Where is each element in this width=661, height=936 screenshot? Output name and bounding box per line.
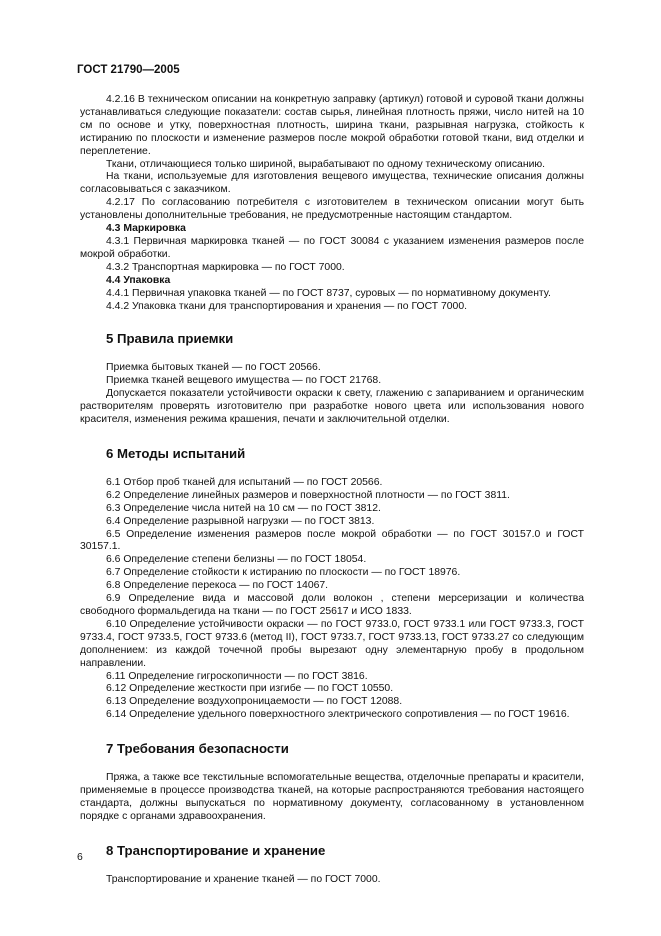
- paragraph-customer-approval: На ткани, используемые для изготовления вещевого имущества, технические описания должны согласовываться с заказчиком.: [80, 171, 584, 196]
- document-header: ГОСТ 21790—2005: [77, 64, 180, 76]
- paragraph-6-3: 6.3 Определение числа нитей на 10 см — по ГОСТ 3812.: [106, 502, 381, 514]
- paragraph-6-6: 6.6 Определение степени белизны — по ГОСТ 18054.: [106, 554, 367, 566]
- paragraph-6-7: 6.7 Определение стойкости к истиранию по плоскости — по ГОСТ 18976.: [106, 567, 461, 579]
- paragraph-acceptance-colorfastness: Допускается показатели устойчивости окраски к свету, глажению с запариванием и органическим растворителям проверять изготовителю при разработке нового цвета или использования нового красителя, изменения режима крашения, печати и заключительной отделки.: [80, 388, 584, 426]
- paragraph-transport-storage: Транспортирование и хранение тканей — по ГОСТ 7000.: [106, 873, 381, 885]
- paragraph-6-4: 6.4 Определение разрывной нагрузки — по ГОСТ 3813.: [106, 515, 375, 527]
- paragraph-4-2-16: 4.2.16 В техническом описании на конкретную заправку (артикул) готовой и суровой ткани должны устанавливаться следующие показатели: состав сырья, линейная плотность пряжи, число нитей на 10 см по основе и утку, поверхностная плотность, ширина ткани, разрывная нагрузка, стойкость к истиранию по плоскости и изменение размеров после мокрой обработки готовой ткани, вид отделки и переплетение.: [80, 94, 584, 157]
- paragraph-6-12: 6.12 Определение жесткости при изгибе — по ГОСТ 10550.: [106, 683, 394, 695]
- paragraph-6-14: 6.14 Определение удельного поверхностного электрического сопротивления — по ГОСТ 19616.: [106, 709, 570, 721]
- paragraph-4-4-2: 4.4.2 Упаковка ткани для транспортирования и хранения — по ГОСТ 7000.: [106, 300, 467, 312]
- paragraph-acceptance-clothing: Приемка тканей вещевого имущества — по ГОСТ 21768.: [106, 375, 382, 387]
- section-title-acceptance: 5 Правила приемки: [106, 331, 234, 347]
- paragraph-4-3-1: 4.3.1 Первичная маркировка тканей — по ГОСТ 30084 с указанием изменения размеров после мокрой обработки.: [80, 235, 584, 260]
- paragraph-width-note: Ткани, отличающиеся только шириной, вырабатывают по одному техническому описанию.: [106, 158, 546, 170]
- paragraph-4-2-17: 4.2.17 По согласованию потребителя с изготовителем в техническом описании могут быть установлены дополнительные требования, не предусмотренные настоящим стандартом.: [80, 197, 584, 222]
- page-body: [80, 94, 584, 887]
- section-title-test-methods: 6 Методы испытаний: [106, 445, 246, 461]
- paragraph-6-2: 6.2 Определение линейных размеров и поверхностной плотности — по ГОСТ 3811.: [106, 489, 510, 501]
- paragraph-6-10: 6.10 Определение устойчивости окраски — по ГОСТ 9733.0, ГОСТ 9733.1 или ГОСТ 9733.3, ГОСТ 9733.4, ГОСТ 9733.5, ГОСТ 9733.6 (метод II), ГОСТ 9733.7, ГОСТ 9733.13, ГОСТ 9733.27 со следующим дополнением: из каждой точечной пробы вырезают одну элементарную пробу в продольном направлении.: [80, 618, 584, 669]
- paragraph-6-1: 6.1 Отбор проб тканей для испытаний — по ГОСТ 20566.: [106, 476, 383, 488]
- subsection-title-packaging: 4.4 Упаковка: [106, 274, 171, 286]
- section-title-safety: 7 Требования безопасности: [106, 741, 289, 757]
- paragraph-6-11: 6.11 Определение гигроскопичности — по ГОСТ 3816.: [106, 670, 368, 682]
- subsection-title-marking: 4.3 Маркировка: [106, 223, 186, 235]
- paragraph-6-13: 6.13 Определение воздухопроницаемости — по ГОСТ 12088.: [106, 696, 403, 708]
- paragraph-6-9: 6.9 Определение вида и массовой доли волокон , степени мерсеризации и количества свободного формальдегида на ткани — по ГОСТ 25617 и ИСО 1833.: [80, 593, 584, 617]
- page-number: 6: [77, 852, 83, 863]
- paragraph-safety: Пряжа, а также все текстильные вспомогательные вещества, отделочные препараты и красители, применяемые в процессе производства тканей, на которые распространяются требования настоящего стандарта, должны выпускаться по нормативному документу, согласованному в установленном порядке с органами здравоохранения.: [80, 772, 584, 822]
- paragraph-4-3-2: 4.3.2 Транспортная маркировка — по ГОСТ 7000.: [106, 261, 345, 273]
- paragraph-6-5: 6.5 Определение изменения размеров после мокрой обработки — по ГОСТ 30157.0 и ГОСТ 30157.1.: [80, 528, 584, 553]
- section-title-transport-storage: 8 Транспортирование и хранение: [106, 842, 326, 858]
- paragraph-acceptance-household: Приемка бытовых тканей — по ГОСТ 20566.: [106, 362, 321, 374]
- paragraph-4-4-1: 4.4.1 Первичная упаковка тканей — по ГОСТ 8737, суровых — по нормативному документу.: [106, 287, 551, 299]
- paragraph-6-8: 6.8 Определение перекоса — по ГОСТ 14067.: [106, 580, 329, 592]
